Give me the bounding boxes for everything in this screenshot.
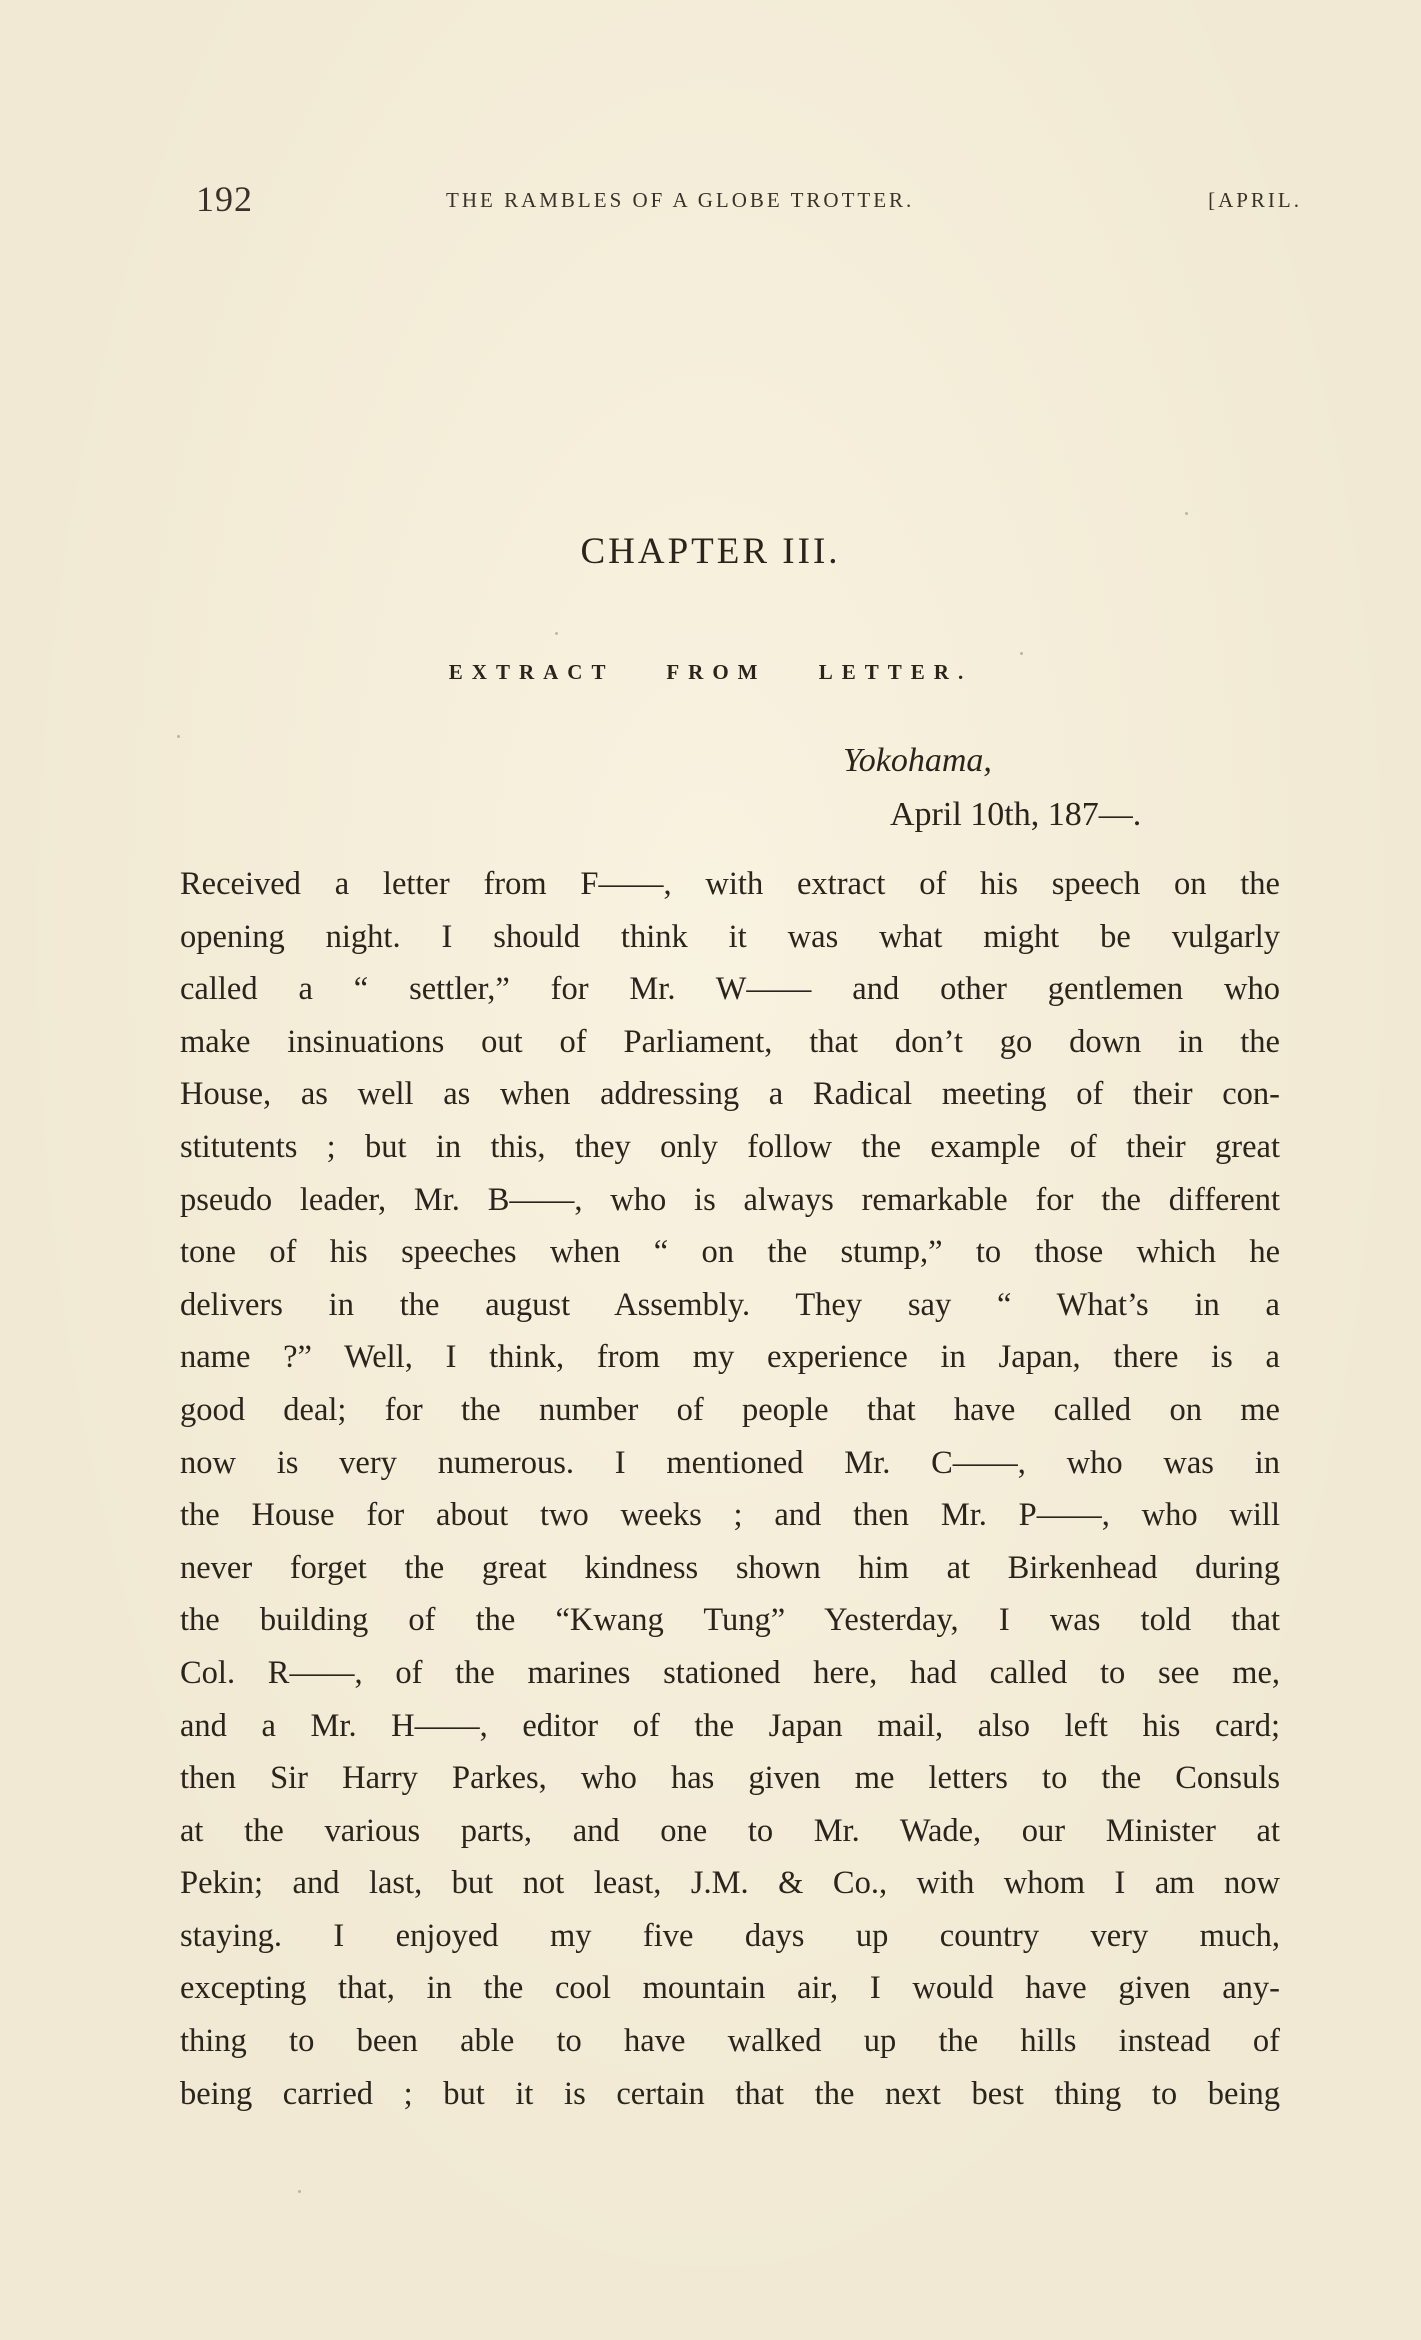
dateline-place: Yokohama, xyxy=(843,742,992,779)
body-text xyxy=(180,858,1280,2120)
body-line: House, as well as when addressing a Radical meeting of their con- xyxy=(180,1076,1280,1113)
running-head xyxy=(196,178,1302,219)
body-line: the building of the “Kwang Tung” Yesterday, I was told that xyxy=(180,1602,1280,1639)
body-line: pseudo leader, Mr. B——, who is always remarkable for the different xyxy=(180,1181,1280,1218)
page-number: 192 xyxy=(196,179,253,219)
body-line: name ?” Well, I think, from my experience in Japan, there is a xyxy=(180,1339,1280,1376)
body-line: Col. R——, of the marines stationed here, had called to see me, xyxy=(180,1654,1280,1691)
body-line: opening night. I should think it was what might be vulgarly xyxy=(180,918,1280,955)
body-line: never forget the great kindness shown him at Birkenhead during xyxy=(180,1549,1280,1586)
paper-fleck xyxy=(177,735,180,738)
body-line: being carried ; but it is certain that the next best thing to being xyxy=(180,2075,1280,2112)
running-title: THE RAMBLES OF A GLOBE TROTTER. xyxy=(446,188,915,212)
body-line: called a “ settler,” for Mr. W—— and other gentlemen who xyxy=(180,971,1280,1008)
body-line: tone of his speeches when “ on the stump,” to those which he xyxy=(180,1234,1280,1271)
body-line: then Sir Harry Parkes, who has given me letters to the Consuls xyxy=(180,1760,1280,1797)
body-line: delivers in the august Assembly. They say “ What’s in a xyxy=(180,1286,1280,1323)
paper-fleck xyxy=(1185,512,1188,515)
body-line: thing to been able to have walked up the hills instead of xyxy=(180,2023,1280,2060)
dateline-date: April 10th, 187—. xyxy=(890,796,1142,833)
running-head-month: [APRIL. xyxy=(1208,188,1302,212)
paper-fleck xyxy=(298,2190,301,2193)
body-line: staying. I enjoyed my five days up country very much, xyxy=(180,1917,1280,1954)
body-line: at the various parts, and one to Mr. Wade, our Minister at xyxy=(180,1812,1280,1849)
body-line: Received a letter from F——, with extract of his speech on the xyxy=(180,866,1280,902)
chapter-subtitle: EXTRACT FROM LETTER. xyxy=(448,660,973,684)
body-line: and a Mr. H——, editor of the Japan mail, also left his card; xyxy=(180,1707,1280,1744)
body-line: now is very numerous. I mentioned Mr. C——, who was in xyxy=(180,1444,1280,1481)
body-line: make insinuations out of Parliament, that don’t go down in the xyxy=(180,1023,1280,1060)
paper-fleck xyxy=(555,632,558,635)
paper-fleck xyxy=(1020,652,1023,655)
body-line: Pekin; and last, but not least, J.M. & Co., with whom I am now xyxy=(180,1865,1280,1902)
body-line: excepting that, in the cool mountain air, I would have given any- xyxy=(180,1970,1280,2007)
body-line: the House for about two weeks ; and then Mr. P——, who will xyxy=(180,1497,1280,1534)
chapter-title: CHAPTER III. xyxy=(580,531,841,572)
body-line: stitutents ; but in this, they only follow the example of their great xyxy=(180,1128,1280,1165)
body-line: good deal; for the number of people that have called on me xyxy=(180,1391,1280,1428)
